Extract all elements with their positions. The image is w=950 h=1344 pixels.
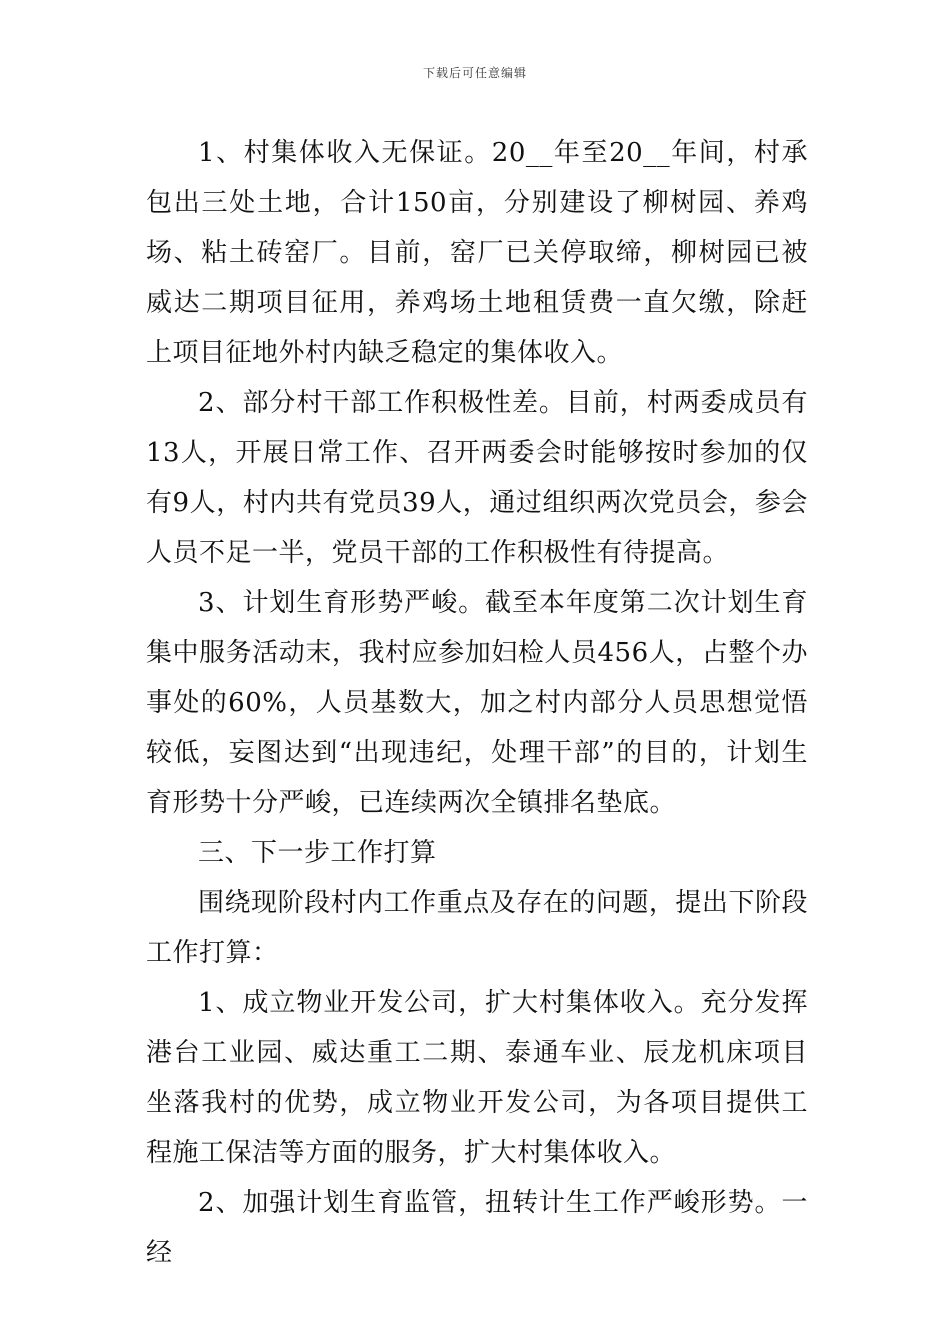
document-body [146, 128, 808, 1278]
paragraph-cadre-motivation: 2、部分村干部工作积极性差。目前，村两委成员有13人，开展日常工作、召开两委会时能够按时参加的仅有9人，村内共有党员39人，通过组织两次党员会，参会人员不足一半，党员干部的工作积极性有待提高。 [146, 388, 808, 568]
section-heading-next-steps: 三、下一步工作打算 [198, 838, 437, 868]
page-header-note: 下载后可任意编辑 [422, 66, 527, 80]
paragraph-family-planning-supervision: 2、加强计划生育监管，扭转计生工作严峻形势。一经 [146, 1188, 808, 1268]
paragraph-next-steps-intro: 围绕现阶段村内工作重点及存在的问题，提出下阶段工作打算： [146, 888, 808, 968]
paragraph-village-income: 1、村集体收入无保证。20__年至20__年间，村承包出三处土地，合计150亩，分别建设了柳树园、养鸡场、粘土砖窑厂。目前，窑厂已关停取缔，柳树园已被威达二期项目征用，养鸡场土地租赁费一直欠缴，除赶上项目征地外村内缺乏稳定的集体收入。 [146, 138, 808, 368]
paragraph-family-planning: 3、计划生育形势严峻。截至本年度第二次计划生育集中服务活动末，我村应参加妇检人员456人，占整个办事处的60%，人员基数大，加之村内部分人员思想觉悟较低，妄图达到“出现违纪，处理干部”的目的，计划生育形势十分严峻，已连续两次全镇排名垫底。 [146, 588, 808, 818]
paragraph-property-company: 1、成立物业开发公司，扩大村集体收入。充分发挥港台工业园、威达重工二期、泰通车业、辰龙机床项目坐落我村的优势，成立物业开发公司，为各项目提供工程施工保洁等方面的服务，扩大村集体收入。 [146, 988, 808, 1168]
